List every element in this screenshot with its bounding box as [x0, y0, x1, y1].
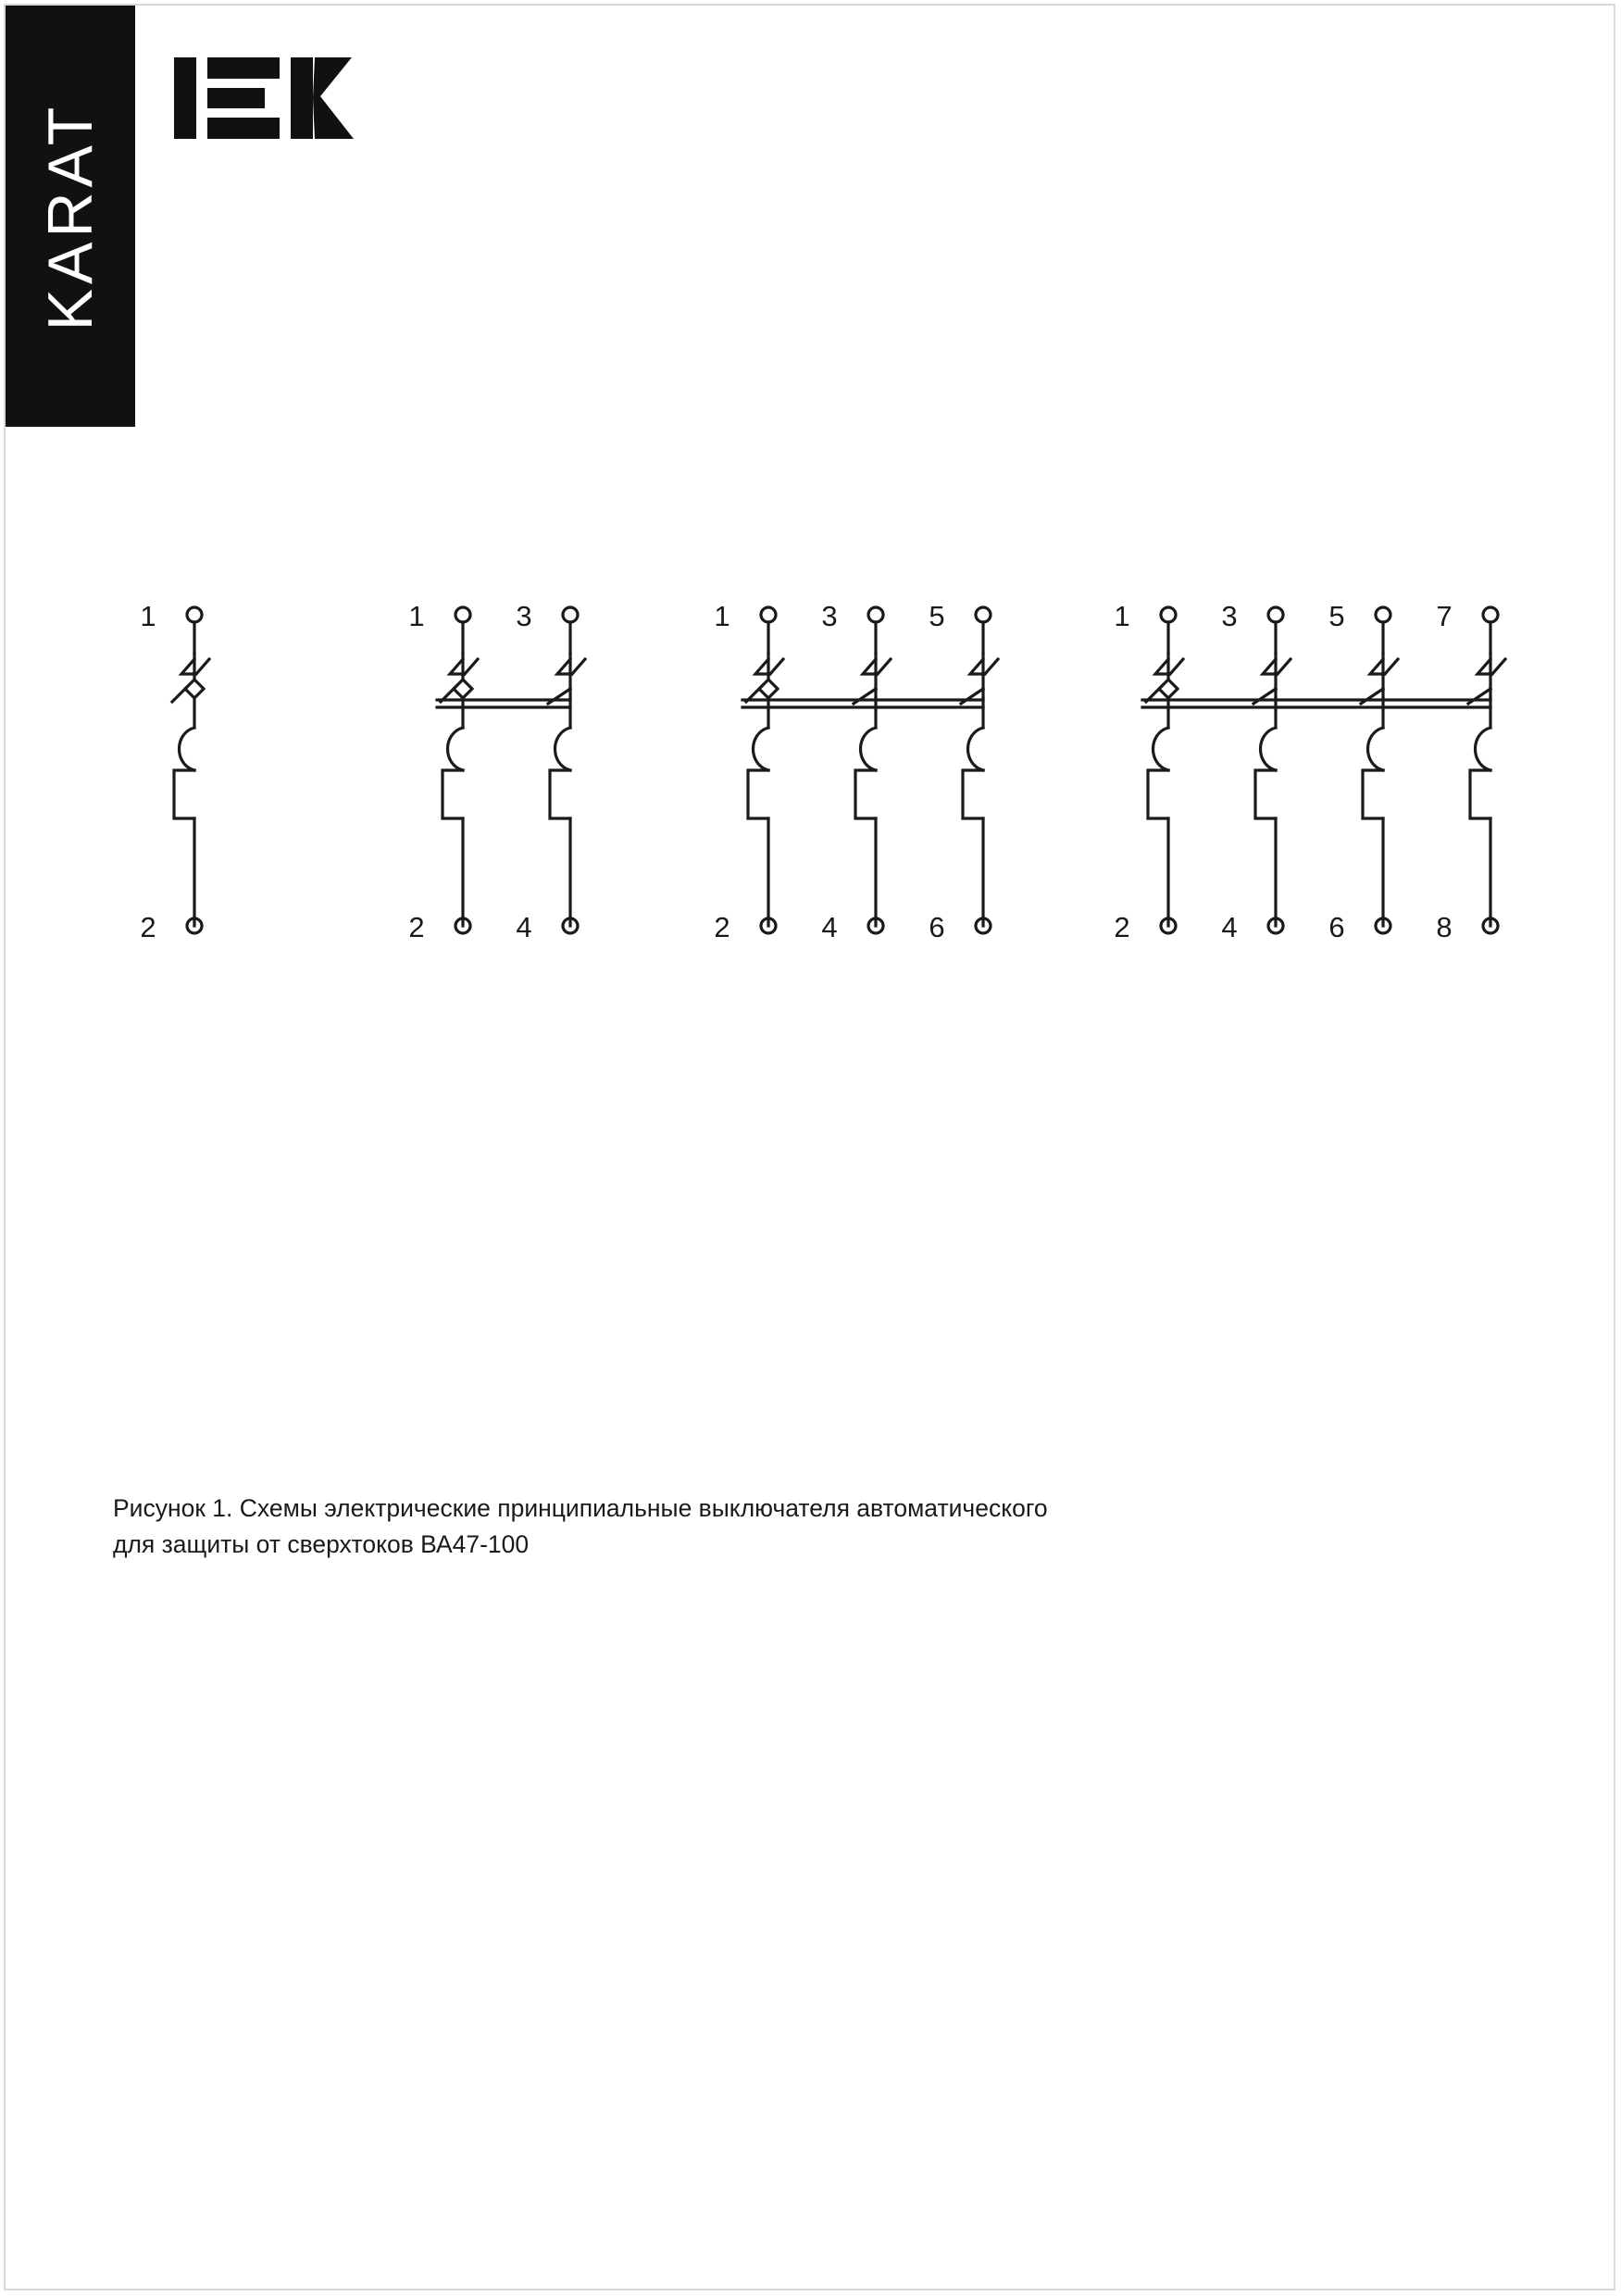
svg-text:2: 2 [408, 911, 425, 943]
svg-text:1: 1 [1114, 600, 1130, 632]
svg-text:5: 5 [1328, 600, 1345, 632]
svg-text:5: 5 [929, 600, 945, 632]
svg-text:1: 1 [408, 600, 425, 632]
svg-text:3: 3 [821, 600, 838, 632]
svg-text:7: 7 [1436, 600, 1453, 632]
svg-text:3: 3 [516, 600, 532, 632]
svg-text:8: 8 [1436, 911, 1453, 943]
brand-tab-label: KARAT [35, 102, 106, 331]
svg-text:4: 4 [1221, 911, 1238, 943]
svg-text:2: 2 [714, 911, 730, 943]
figure-caption-line-2: для защиты от сверхтоков ВА47-100 [113, 1530, 530, 1558]
iek-logo [174, 52, 355, 144]
svg-text:3: 3 [1221, 600, 1238, 632]
svg-text:4: 4 [821, 911, 838, 943]
svg-text:2: 2 [1114, 911, 1130, 943]
svg-text:2: 2 [140, 911, 156, 943]
schematic-diagrams [0, 593, 1621, 1018]
svg-text:1: 1 [140, 600, 156, 632]
svg-text:6: 6 [929, 911, 945, 943]
svg-text:4: 4 [516, 911, 532, 943]
figure-caption-line-1: Рисунок 1. Схемы электрические принципиальные выключателя автоматического [113, 1494, 1048, 1522]
svg-text:1: 1 [714, 600, 730, 632]
page-border [4, 4, 1615, 2290]
figure-caption [113, 1491, 1270, 1563]
svg-text:6: 6 [1328, 911, 1345, 943]
brand-tab [6, 6, 135, 427]
